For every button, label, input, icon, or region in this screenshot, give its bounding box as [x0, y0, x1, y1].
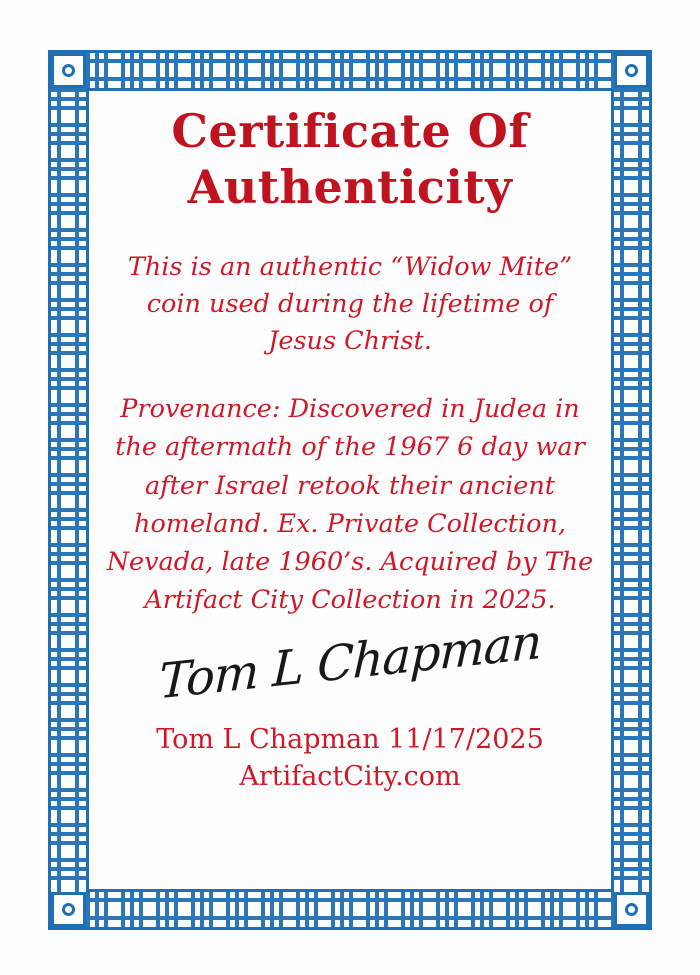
website-line: ArtifactCity.com — [239, 760, 461, 792]
certificate-title-line-2: Authenticity — [187, 160, 513, 215]
authenticity-statement: This is an authentic “Widow Mite” coin used during the lifetime of Jesus Christ. — [127, 252, 573, 357]
greek-key-pattern-icon — [51, 53, 649, 88]
corner-rosette-icon-bottom-right — [614, 892, 649, 927]
corner-rosette-icon-top-left — [51, 53, 86, 88]
greek-key-band-right — [614, 53, 649, 927]
signature-area — [90, 613, 610, 720]
provenance-statement: Provenance: Discovered in Judea in the aftermath of the 1967 6 day war after Israel retook their ancient homeland. Ex. Private Collection, Nevada, late 1960’s. Acquired by The Artifact City Collection in 2025. — [106, 394, 594, 616]
greek-key-pattern-icon — [614, 53, 649, 927]
greek-key-band-left — [51, 53, 86, 927]
greek-key-band-bottom — [51, 892, 649, 927]
certificate-title — [90, 103, 610, 215]
greek-key-band-top — [51, 53, 649, 88]
corner-rosette-icon-bottom-left — [51, 892, 86, 927]
greek-key-pattern-icon — [51, 53, 86, 927]
handwritten-signature: Tom L Chapman — [158, 613, 542, 710]
corner-rosette-icon-top-right — [614, 53, 649, 88]
certificate-title-line-1: Certificate Of — [171, 104, 529, 158]
signer-name-and-date: Tom L Chapman 11/17/2025 — [156, 723, 544, 755]
greek-key-pattern-icon — [51, 892, 649, 927]
certificate-content — [90, 95, 610, 885]
